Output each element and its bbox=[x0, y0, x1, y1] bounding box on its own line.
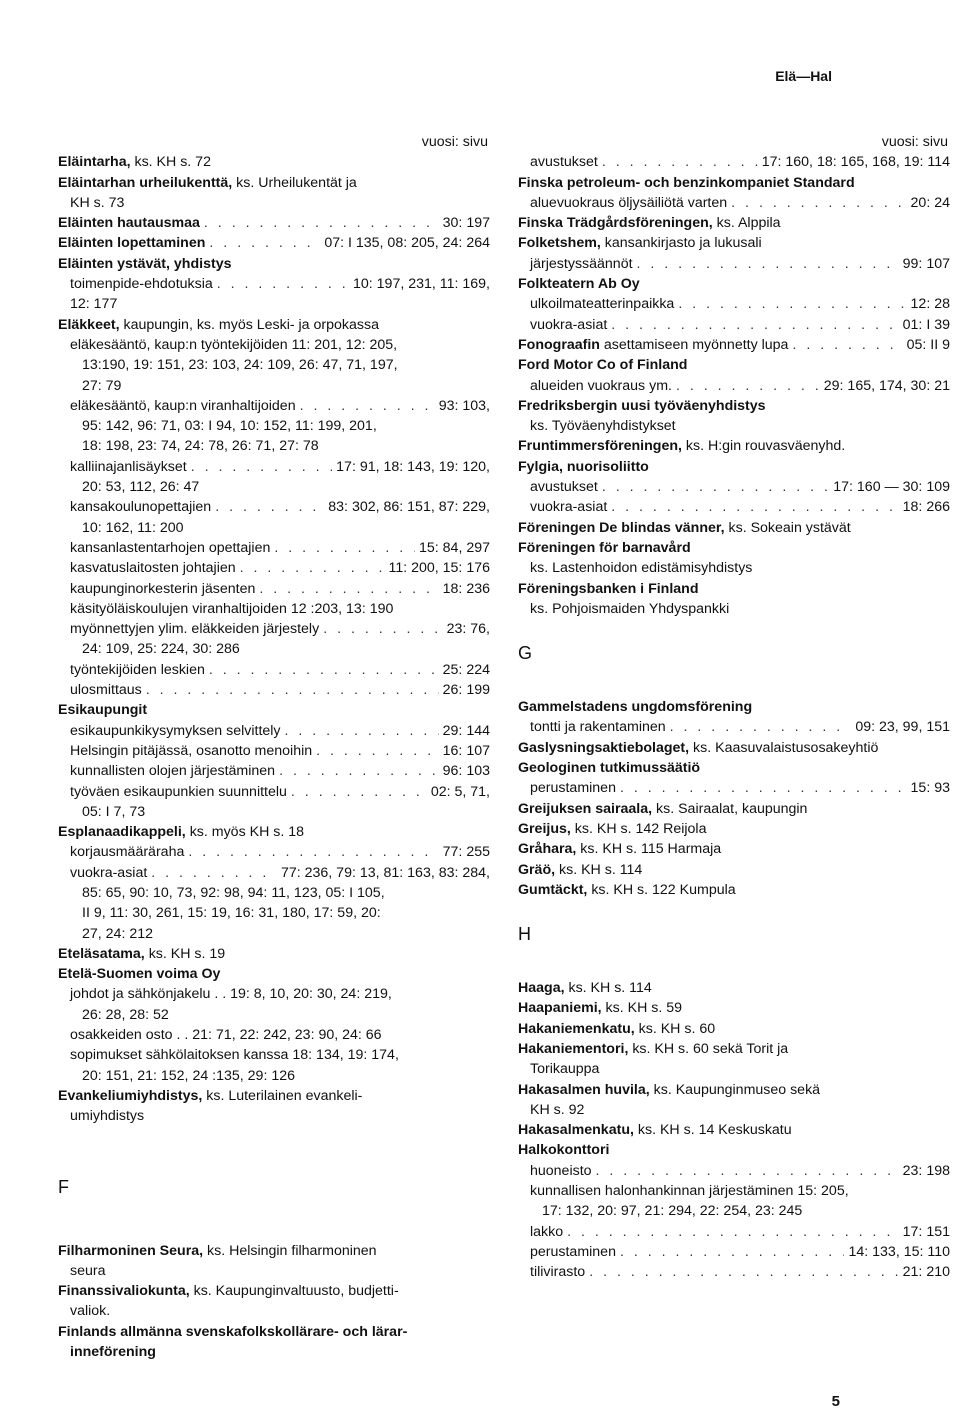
index-entry: Föreningsbanken i Finland bbox=[518, 580, 699, 597]
index-entry: ks. Työväenyhdistykset bbox=[530, 418, 676, 435]
entry-reference: 26: 199 bbox=[442, 682, 490, 699]
index-entry: valiok. bbox=[70, 1303, 111, 1320]
index-entry: käsityöläiskoulujen viranhaltijoiden 12 :203, 13: 190 bbox=[70, 600, 394, 617]
entry-reference: 11: 200, 15: 176 bbox=[388, 560, 490, 577]
index-entry: 10: 162, 11: 200 bbox=[82, 519, 184, 536]
entry-reference: 18: 266 bbox=[902, 499, 950, 516]
index-entry: 17: 132, 20: 97, 21: 294, 22: 254, 23: 245 bbox=[542, 1203, 803, 1220]
spacer bbox=[518, 683, 950, 697]
index-entry bbox=[518, 315, 950, 335]
leader-dots bbox=[611, 497, 898, 517]
index-entry: 26: 28, 28: 52 bbox=[82, 1006, 169, 1023]
index-entry: 27, 24: 212 bbox=[82, 925, 153, 942]
index-entry bbox=[58, 579, 490, 599]
index-entry: Haapaniemi, ks. KH s. 59 bbox=[518, 1000, 683, 1017]
page-number: 5 bbox=[831, 1393, 840, 1410]
index-entry: seura bbox=[70, 1262, 106, 1279]
index-entry: Hakaniementori, ks. KH s. 60 sekä Torit ja bbox=[518, 1040, 789, 1057]
index-entry: 20: 151, 21: 152, 24 :135, 29: 126 bbox=[82, 1067, 295, 1084]
entry-reference: 77: 236, 79: 13, 81: 163, 83: 284, bbox=[280, 864, 490, 881]
right-entries bbox=[518, 152, 950, 1282]
entry-term: myönnettyjen ylim. eläkkeiden järjestely bbox=[70, 621, 320, 638]
index-entry: 05: I 7, 73 bbox=[82, 803, 146, 820]
leader-dots bbox=[620, 778, 907, 798]
entry-reference: 83: 302, 86: 151, 87: 229, bbox=[328, 499, 490, 516]
index-entry: 85: 65, 90: 10, 73, 92: 98, 94: 11, 123, 05: I 105, bbox=[82, 884, 385, 901]
leader-dots bbox=[279, 761, 439, 781]
leader-dots bbox=[285, 721, 439, 741]
leader-dots bbox=[146, 680, 439, 700]
spacer bbox=[58, 1127, 490, 1177]
leader-dots bbox=[274, 538, 415, 558]
spacer bbox=[518, 619, 950, 643]
index-entry: johdot ja sähkönjakelu . . 19: 8, 10, 20: 30, 24: 219, bbox=[70, 986, 392, 1003]
index-entry bbox=[58, 213, 490, 233]
index-entry: Eläintarha, ks. KH s. 72 bbox=[58, 154, 211, 171]
entry-reference: 16: 107 bbox=[442, 742, 490, 759]
entry-reference: 15: 93 bbox=[910, 780, 950, 797]
index-entry bbox=[58, 842, 490, 862]
entry-term: järjestyssäännöt bbox=[530, 255, 633, 272]
index-entry: Föreningen för barnavård bbox=[518, 539, 691, 556]
index-entry bbox=[518, 254, 950, 274]
index-entry: Gaslysningsaktiebolaget, ks. Kaasuvalaistusosakeyhtiö bbox=[518, 739, 879, 756]
index-entry: 20: 53, 112, 26: 47 bbox=[82, 479, 200, 496]
index-entry: Esikaupungit bbox=[58, 702, 148, 719]
leader-dots bbox=[217, 274, 349, 294]
section-letter: F bbox=[58, 1176, 69, 1197]
index-entry bbox=[58, 457, 490, 477]
entry-term: kansanlastentarhojen opettajien bbox=[70, 539, 271, 556]
left-column bbox=[58, 132, 490, 1362]
leader-dots bbox=[191, 457, 332, 477]
entry-term: tontti ja rakentaminen bbox=[530, 719, 666, 736]
index-entry: Fredriksbergin uusi työväenyhdistys bbox=[518, 397, 766, 414]
index-entry: Hakasalmen huvila, ks. Kaupunginmuseo sekä bbox=[518, 1081, 821, 1098]
index-entry bbox=[58, 274, 490, 294]
entry-reference: 23: 198 bbox=[902, 1162, 950, 1179]
index-entry bbox=[518, 1242, 950, 1262]
index-entry: Eläkkeet, kaupungin, ks. myös Leski- ja orpokassa bbox=[58, 316, 379, 333]
entry-term: avustukset bbox=[530, 154, 598, 171]
index-entry: Finlands allmänna svenskafolkskollärare- och lärar- bbox=[58, 1323, 408, 1340]
index-entry: 95: 142, 96: 71, 03: I 94, 10: 152, 11: 199, 201, bbox=[82, 418, 377, 435]
index-entry: Geologinen tutkimussäätiö bbox=[518, 760, 701, 777]
entry-reference: 23: 76, bbox=[446, 621, 490, 638]
entry-term: Eläinten hautausmaa bbox=[58, 215, 200, 232]
entry-reference: 17: 160, 18: 165, 168, 19: 114 bbox=[761, 154, 950, 171]
leader-dots bbox=[670, 717, 852, 737]
leader-dots bbox=[792, 335, 902, 355]
entry-term: korjausmääräraha bbox=[70, 844, 185, 861]
index-entry: 24: 109, 25: 224, 30: 286 bbox=[82, 641, 240, 658]
index-entry: Hakasalmenkatu, ks. KH s. 14 Keskuskatu bbox=[518, 1122, 792, 1139]
entry-term: aluevuokraus öljysäiliötä varten bbox=[530, 194, 728, 211]
entry-reference: 18: 236 bbox=[442, 580, 490, 597]
index-entry bbox=[518, 497, 950, 517]
index-entry bbox=[58, 741, 490, 761]
leader-dots bbox=[209, 233, 320, 253]
entry-term: alueiden vuokraus ym. bbox=[530, 377, 672, 394]
entry-reference: 25: 224 bbox=[442, 661, 490, 678]
entry-term: Fonograafin asettamiseen myönnetty lupa bbox=[518, 336, 789, 353]
index-entry bbox=[58, 233, 490, 253]
index-entry: II 9, 11: 30, 261, 15: 19, 16: 31, 180, 17: 59, 20: bbox=[82, 905, 381, 922]
column-header: vuosi: sivu bbox=[421, 134, 488, 150]
leader-dots bbox=[637, 254, 899, 274]
entry-reference: 29: 165, 174, 30: 21 bbox=[823, 377, 950, 394]
index-entry: inneförening bbox=[70, 1344, 156, 1361]
index-entry: 27: 79 bbox=[82, 377, 122, 394]
entry-reference: 77: 255 bbox=[442, 844, 490, 861]
entry-reference: 20: 24 bbox=[910, 194, 950, 211]
entry-term: kansakoulunopettajien bbox=[70, 499, 212, 516]
index-entry: Torikauppa bbox=[530, 1061, 600, 1078]
index-entry: Folkteatern Ab Oy bbox=[518, 276, 640, 293]
index-entry: Gumtäckt, ks. KH s. 122 Kumpula bbox=[518, 881, 736, 898]
index-entry: Gammelstadens ungdomsförening bbox=[518, 699, 753, 716]
entry-term: lakko bbox=[530, 1223, 564, 1240]
running-head: Elä—Hal bbox=[775, 68, 832, 84]
index-entry: 13:190, 19: 151, 23: 103, 24: 109, 26: 47, 71, 197, bbox=[82, 357, 398, 374]
index-entry: Esplanaadikappeli, ks. myös KH s. 18 bbox=[58, 824, 305, 841]
index-entry: KH s. 92 bbox=[530, 1101, 585, 1118]
index-entry: Ford Motor Co of Finland bbox=[518, 357, 688, 374]
index-entry: Greijuksen sairaala, ks. Sairaalat, kaupungin bbox=[518, 800, 808, 817]
entry-term: työntekijöiden leskien bbox=[70, 661, 205, 678]
index-entry: ks. Pohjoismaiden Yhdyspankki bbox=[530, 600, 730, 617]
index-entry bbox=[58, 721, 490, 741]
index-entry: Greijus, ks. KH s. 142 Reijola bbox=[518, 820, 707, 837]
entry-reference: 93: 103, bbox=[438, 397, 490, 414]
spacer bbox=[518, 964, 950, 978]
entry-term: perustaminen bbox=[530, 780, 616, 797]
index-entry: Finanssivaliokunta, ks. Kaupunginvaltuusto, budjetti- bbox=[58, 1283, 399, 1300]
leader-dots bbox=[620, 1242, 845, 1262]
section-letter: H bbox=[518, 924, 531, 945]
index-entry bbox=[58, 558, 490, 578]
index-entry bbox=[518, 717, 950, 737]
entry-term: toimenpide-ehdotuksia bbox=[70, 276, 213, 293]
entry-reference: 02: 5, 71, bbox=[430, 783, 490, 800]
index-entry: 12: 177 bbox=[70, 296, 118, 313]
index-entry: Folketshem, kansankirjasto ja lukusali bbox=[518, 235, 762, 252]
leader-dots bbox=[259, 579, 438, 599]
index-entry bbox=[58, 497, 490, 517]
entry-reference: 17: 151 bbox=[902, 1223, 950, 1240]
leader-dots bbox=[300, 396, 435, 416]
leader-dots bbox=[316, 741, 439, 761]
index-entry bbox=[518, 778, 950, 798]
leader-dots bbox=[151, 863, 277, 883]
entry-reference: 96: 103 bbox=[442, 763, 490, 780]
entry-term: kasvatuslaitosten johtajien bbox=[70, 560, 236, 577]
index-entry bbox=[58, 761, 490, 781]
leader-dots bbox=[323, 619, 442, 639]
index-entry bbox=[58, 863, 490, 883]
index-entry bbox=[518, 1222, 950, 1242]
spacer bbox=[518, 900, 950, 924]
leader-dots bbox=[240, 558, 385, 578]
entry-term: avustukset bbox=[530, 479, 598, 496]
index-entry: Hakaniemenkatu, ks. KH s. 60 bbox=[518, 1020, 716, 1037]
entry-reference: 17: 91, 18: 143, 19: 120, bbox=[336, 458, 490, 475]
index-entry bbox=[518, 294, 950, 314]
entry-term: kunnallisten olojen järjestäminen bbox=[70, 763, 276, 780]
leader-dots bbox=[204, 213, 439, 233]
index-entry: sopimukset sähkölaitoksen kanssa 18: 134, 19: 174, bbox=[70, 1047, 399, 1064]
entry-reference: 17: 160 — 30: 109 bbox=[833, 479, 950, 496]
index-entry: Finska Trädgårdsföreningen, ks. Alppila bbox=[518, 215, 781, 232]
right-column bbox=[518, 132, 950, 1283]
index-entry bbox=[518, 152, 950, 172]
leader-dots bbox=[209, 660, 439, 680]
index-entry bbox=[518, 1262, 950, 1282]
entry-term: vuokra-asiat bbox=[530, 316, 608, 333]
entry-term: Helsingin pitäjässä, osanotto menoihin bbox=[70, 742, 313, 759]
index-entry bbox=[518, 1161, 950, 1181]
leader-dots bbox=[731, 193, 906, 213]
entry-term: eläkesääntö, kaup:n viranhaltijoiden bbox=[70, 397, 296, 414]
entry-term: huoneisto bbox=[530, 1162, 592, 1179]
index-entry: Eläinten ystävät, yhdistys bbox=[58, 255, 232, 272]
index-entry bbox=[58, 619, 490, 639]
leader-dots bbox=[589, 1262, 898, 1282]
column-header: vuosi: sivu bbox=[881, 134, 948, 150]
entry-reference: 21: 210 bbox=[902, 1264, 950, 1281]
entry-reference: 10: 197, 231, 11: 169, bbox=[353, 276, 490, 293]
index-entry bbox=[518, 477, 950, 497]
entry-term: esikaupunkikysymyksen selvittely bbox=[70, 722, 281, 739]
index-entry: Halkokonttori bbox=[518, 1142, 610, 1159]
leader-dots bbox=[678, 294, 906, 314]
index-entry: Fylgia, nuorisoliitto bbox=[518, 458, 649, 475]
index-entry: Filharmoninen Seura, ks. Helsingin filharmoninen bbox=[58, 1242, 377, 1259]
leader-dots bbox=[602, 152, 758, 172]
entry-term: vuokra-asiat bbox=[530, 499, 608, 516]
index-entry: ks. Lastenhoidon edistämisyhdistys bbox=[530, 560, 753, 577]
index-entry: eläkesääntö, kaup:n työntekijöiden 11: 201, 12: 205, bbox=[70, 336, 398, 353]
entry-reference: 15: 84, 297 bbox=[419, 539, 490, 556]
leader-dots bbox=[215, 497, 324, 517]
index-entry bbox=[518, 335, 950, 355]
entry-term: Eläinten lopettaminen bbox=[58, 235, 206, 252]
leader-dots bbox=[602, 477, 829, 497]
entry-term: vuokra-asiat bbox=[70, 864, 148, 881]
entry-term: tilivirasto bbox=[530, 1264, 586, 1281]
entry-reference: 07: I 135, 08: 205, 24: 264 bbox=[324, 235, 490, 252]
index-entry bbox=[58, 660, 490, 680]
index-entry: KH s. 73 bbox=[70, 194, 125, 211]
index-entry bbox=[58, 396, 490, 416]
index-entry bbox=[58, 782, 490, 802]
spacer bbox=[58, 1217, 490, 1241]
left-entries bbox=[58, 152, 490, 1362]
index-entry bbox=[518, 376, 950, 396]
entry-term: ulosmittaus bbox=[70, 682, 142, 699]
index-entry: umiyhdistys bbox=[70, 1108, 145, 1125]
index-entry: Föreningen De blindas vänner, ks. Sokeain ystävät bbox=[518, 519, 851, 536]
index-entry: 18: 198, 23: 74, 24: 78, 26: 71, 27: 78 bbox=[82, 438, 319, 455]
index-entry bbox=[58, 538, 490, 558]
entry-reference: 12: 28 bbox=[910, 296, 950, 313]
leader-dots bbox=[567, 1222, 899, 1242]
index-entry: Eläintarhan urheilukenttä, ks. Urheilukentät ja bbox=[58, 174, 357, 191]
index-entry: Fruntimmersföreningen, ks. H:gin rouvasväenyhd. bbox=[518, 438, 846, 455]
leader-dots bbox=[676, 376, 820, 396]
index-entry: Finska petroleum- och benzinkompaniet Standard bbox=[518, 174, 855, 191]
entry-term: ulkoilmateatterinpaikka bbox=[530, 296, 675, 313]
index-entry: Evankeliumiyhdistys, ks. Luterilainen evankeli- bbox=[58, 1087, 363, 1104]
index-entry bbox=[58, 680, 490, 700]
entry-reference: 14: 133, 15: 110 bbox=[848, 1243, 950, 1260]
entry-term: työväen esikaupunkien suunnittelu bbox=[70, 783, 287, 800]
entry-reference: 01: I 39 bbox=[902, 316, 950, 333]
entry-term: kaupunginorkesterin jäsenten bbox=[70, 580, 256, 597]
entry-reference: 29: 144 bbox=[442, 722, 490, 739]
index-entry: Gräö, ks. KH s. 114 bbox=[518, 861, 643, 878]
index-entry: Eteläsatama, ks. KH s. 19 bbox=[58, 945, 226, 962]
index-entry: Haaga, ks. KH s. 114 bbox=[518, 980, 652, 997]
entry-term: kalliinajanlisäykset bbox=[70, 458, 187, 475]
entry-term: perustaminen bbox=[530, 1243, 616, 1260]
index-entry: Gråhara, ks. KH s. 115 Harmaja bbox=[518, 841, 722, 858]
index-entry bbox=[518, 193, 950, 213]
section-letter: G bbox=[518, 643, 533, 664]
leader-dots bbox=[291, 782, 427, 802]
entry-reference: 99: 107 bbox=[902, 255, 950, 272]
entry-reference: 09: 23, 99, 151 bbox=[855, 719, 950, 736]
index-entry: Etelä-Suomen voima Oy bbox=[58, 966, 221, 983]
index-entry: osakkeiden osto . . 21: 71, 22: 242, 23: 90, 24: 66 bbox=[70, 1027, 382, 1044]
leader-dots bbox=[611, 315, 898, 335]
index-entry: kunnallisen halonhankinnan järjestäminen 15: 205, bbox=[530, 1183, 849, 1200]
entry-reference: 30: 197 bbox=[442, 215, 490, 232]
entry-reference: 05: II 9 bbox=[906, 336, 950, 353]
leader-dots bbox=[596, 1161, 899, 1181]
leader-dots bbox=[188, 842, 438, 862]
